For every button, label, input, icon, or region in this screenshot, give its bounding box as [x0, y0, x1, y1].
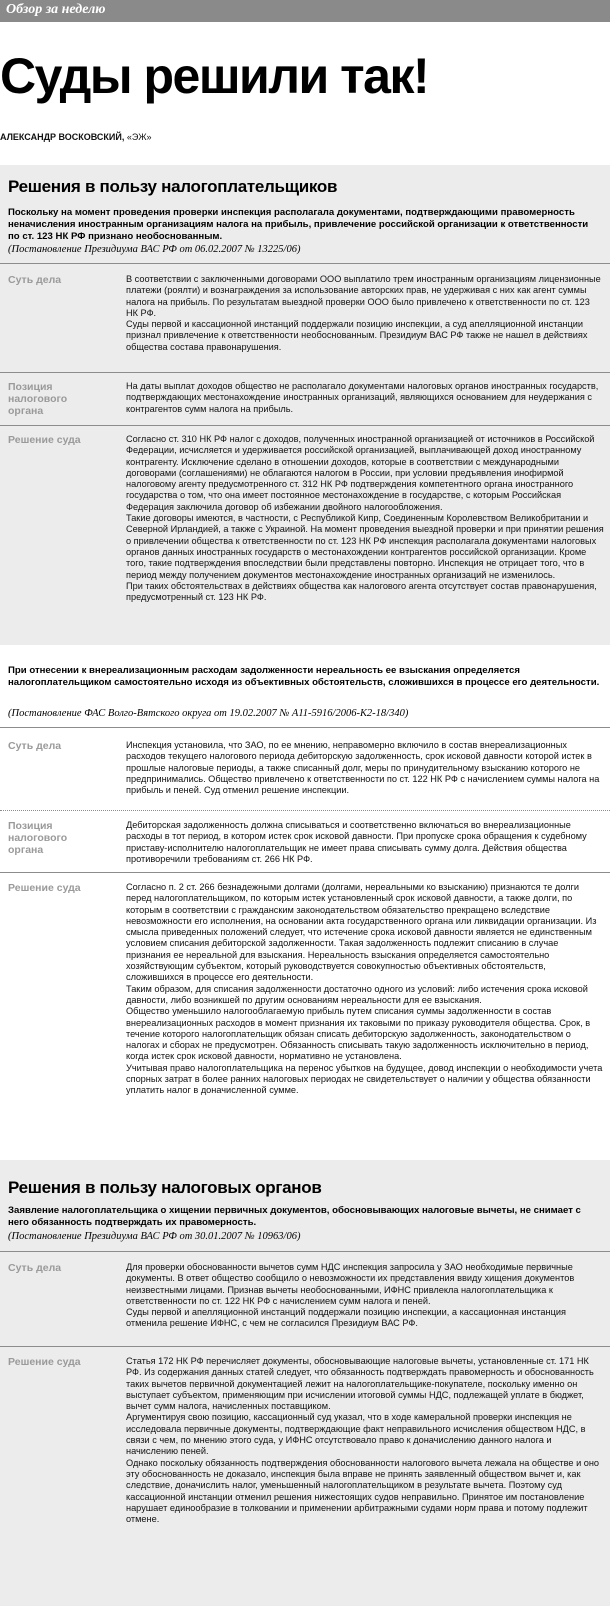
- paragraph: Дебиторская задолженность должна списываться и соответственно включаться во внереализационные расходы в тот период, в котором истек срок исковой давности. При пропуске срока обращения к судебному приставу-исполнителю налогоплательщик не имеет права списывать сумму долга. Действия общества противоречили требованиям ст. 266 НК РФ.: [126, 820, 587, 864]
- case-3-row-1-label: Суть дела: [8, 1262, 62, 1274]
- case-3-heading: Заявление налогоплательщика о хищении первичных документов, обосновывающих налоговые вычеты, не снимает с него обязанность подтверждать их правомерность.: [8, 1205, 581, 1228]
- divider: [0, 810, 610, 811]
- paragraph: Аргументируя свою позицию, кассационный суд указал, что в ходе камеральной проверки инспекция не исследовала первичные документы, подтверждающие факт неправильного исчисления обществом НДС, в связи с чем, по мнению этого суда, у ИФНС отсутствовало право к доначислению данного налога и начислению пеней.: [126, 1412, 586, 1457]
- case-3-reference: (Постановление Президиума ВАС РФ от 30.01.2007 № 10963/06): [8, 1231, 301, 1242]
- case-2-row-2-label: Позиция налогового органа: [8, 820, 68, 856]
- paragraph: Согласно п. 2 ст. 266 безнадежными долгами (долгами, нереальными ко взысканию) признаются те долги перед налогоплательщиком, по которым истек установленный срок исковой давности, а также долги, по которым в соответствии с гражданским законодательством обязательство прекращено вследствие невозможности его исполнения, на основании акта государственного органа или ликвидации организации. Из смысла приведенных положений следует, что истечение срока исковой давности является не единственным условием списания дебиторской задолженности. Такая задолженность подлежит списанию в случае признания ее нереальной для взыскания. Нереальность взыскания определяется самостоятельно хозяйствующим субъектом, который руководствуется совокупностью объективных обстоятельств, сложившихся в процессе его деятельности.: [126, 882, 597, 983]
- divider: [0, 727, 610, 728]
- section-label: Обзор за неделю: [6, 2, 106, 17]
- divider: [0, 372, 610, 373]
- case-3-row-1-text: [126, 1262, 604, 1330]
- paragraph: Суды первой и кассационной инстанций поддержали позицию инспекции, а суд апелляционной инстанции признал привлечение к ответственности необоснованным. Президиум ВАС РФ также не нашел в действиях общества состава правонарушения.: [126, 319, 588, 352]
- case-2-row-1-label: Суть дела: [8, 740, 62, 752]
- section-1-title: Решения в пользу налогоплательщиков: [8, 177, 338, 196]
- paragraph: Такие договоры имеются, в частности, с Республикой Кипр, Соединенным Королевством Великобритании и Северной Ирландией, а также с Украиной. На момент проведения выездной проверки и при принятии решения о привлечении общества к ответственности по ст. 123 НК РФ инспекция располагала документами налоговых органов данных иностранных государств о местонахождении контрагентов российской организации. Кроме того, такие подтверждения впоследствии были представлены повторно. Инспекция не отрицает того, что в период между получением документов местонахождение иностранных организаций не изменилось.: [126, 513, 604, 580]
- paragraph: В соответствии с заключенными договорами ООО выплатило трем иностранным организациям лицензионные платежи (роялти) и вознаграждения за использование авторских прав, не удерживая с них как агент суммы налога на прибыль. По результатам выездной проверки ООО было привлечено к ответственности по ст. 123 НК РФ.: [126, 274, 601, 318]
- case-1-row-3-text: [126, 434, 604, 603]
- paragraph: Инспекция установила, что ЗАО, по ее мнению, неправомерно включило в состав внереализационных расходов текущего налогового периода дебиторскую задолженность, срок исковой давности которой истек в прошлые налоговые периоды, а также списанный долг, меры по принудительному взысканию которого не предпринимались. Общество привлечено к ответственности по ст. 122 НК РФ с начислением суммы налога на прибыль и пеней. Суд отменил решение инспекции.: [126, 740, 600, 796]
- paragraph: Статья 172 НК РФ перечисляет документы, обосновывающие налоговые вычеты, установленные ст. 171 НК РФ. Из содержания данных статей следует, что обязанность подтверждать правомерность и обоснованность таких вычетов первичной документацией лежит на налогоплательщике-покупателе, поскольку именно он выступает субъектом, применяющим при исчислении итоговой суммы НДС, подлежащей уплате в бюджет, вычет сумм налога, начисленных поставщиком.: [126, 1356, 594, 1412]
- author-line: [0, 132, 152, 142]
- paragraph: Однако поскольку обязанность подтверждения обоснованности налогового вычета лежала на обществе и оно эту обоснованность не доказало, инспекция была вправе не принять заявленный обществом вычет и, как следствие, доначислить налог, уменьшенный налогоплательщиком в результате вычета. Поэтому суд кассационной инстанции отменил решения нижестоящих судов неправильно. Принятое им постановление нарушает единообразие в толковании и применении арбитражными судами норм права и потому подлежит отмене.: [126, 1457, 600, 1525]
- paragraph: Согласно ст. 310 НК РФ налог с доходов, полученных иностранной организацией от источников в Российской Федерации, исчисляется и удерживается российской организацией, выплачивающей доход иностранному контрагенту. Исключение сделано в отношении доходов, которые в соответствии с международными договорами (соглашениями) не облагаются налогом в России, при условии предъявления инофирмой налоговому агенту предусмотренного ст. 312 НК РФ подтверждения компетентного органа иностранного государства о том, что она имеет постоянное местонахождение в государстве, с которым Российская Федерация заключила договор об избежании двойного налогообложения.: [126, 434, 595, 512]
- paragraph: Таким образом, для списания задолженности достаточно одного из условий: либо истечения срока исковой давности, либо возникшей по другим основаниям нереальности для ее взыскания.: [126, 983, 588, 1005]
- author-name: АЛЕКСАНДР ВОСКОВСКИЙ,: [0, 132, 125, 142]
- paragraph: Суды первой и апелляционной инстанций поддержали позицию инспекции, а кассационная инстанция отменила решение ИФНС, с чем не согласился Президиум ВАС РФ.: [126, 1307, 566, 1329]
- divider: [0, 425, 610, 426]
- case-1-reference: (Постановление Президиума ВАС РФ от 06.02.2007 № 13225/06): [8, 244, 301, 255]
- paragraph: Учитывая право налогоплательщика на перенос убытков на будущее, довод инспекции о необходимости учета спорных затрат в более ранних налоговых периодах не свидетельствует о наличии у общества обязанности уплатить налог в доначисленной сумме.: [126, 1062, 603, 1096]
- case-1-row-2-label: Позиция налогового органа: [8, 381, 68, 417]
- case-1-row-1-label: Суть дела: [8, 274, 62, 286]
- case-2-row-1-text: [126, 740, 604, 796]
- case-2-row-3-text: [126, 882, 604, 1097]
- author-publication: «ЭЖ»: [126, 132, 152, 142]
- case-2-heading: При отнесении к внереализационным расходам задолженности нереальность ее взыскания определяется налогоплательщиком самостоятельно исходя из объективных обстоятельств, сложившихся в процессе его деятельности.: [8, 665, 600, 688]
- paragraph: На даты выплат доходов общество не располагало документами налоговых органов иностранных государств, подтверждающих местонахождение иностранных организаций, являющихся основанием для неудержания с контрагентов сумм налога на прибыль.: [126, 381, 599, 414]
- case-3-row-2-label: Решение суда: [8, 1356, 81, 1368]
- paragraph: При таких обстоятельствах в действиях общества как налогового агента отсутствует состав правонарушения, предусмотренный ст. 123 НК РФ.: [126, 580, 597, 603]
- section-2-title: Решения в пользу налоговых органов: [8, 1178, 322, 1197]
- case-1-row-1-text: [126, 274, 604, 353]
- divider: [0, 872, 610, 873]
- paragraph: Для проверки обоснованности вычетов сумм НДС инспекция запросила у ЗАО необходимые первичные документы. В ответ общество сообщило о невозможности их представления ввиду хищения документов неизвестными лицами. Признав вычеты необоснованными, ИФНС привлекла налогоплательщика к ответственности по ст. 122 НК РФ с начислением сумм налога и пеней.: [126, 1262, 575, 1306]
- case-1-row-3-label: Решение суда: [8, 434, 81, 446]
- case-1-row-2-text: [126, 381, 604, 415]
- page-title: Суды решили так!: [0, 48, 429, 104]
- section-label-bar: [0, 0, 610, 22]
- case-2-reference: (Постановление ФАС Волго-Вятского округа от 19.02.2007 № А11-5916/2006-К2-18/340): [8, 708, 409, 719]
- divider: [0, 1251, 610, 1252]
- divider: [0, 263, 610, 264]
- case-3-row-2-text: [126, 1356, 604, 1525]
- case-1-heading: Поскольку на момент проведения проверки инспекция располагала документами, подтверждающими правомерность неначисления иностранным организациям налога на прибыль, привлечение российской организации к ответственности по ст. 123 НК РФ признано необоснованным.: [8, 207, 589, 242]
- paragraph: Общество уменьшило налогооблагаемую прибыль путем списания суммы задолженности в состав внереализационных расходов в момент признания их таковыми по приказу руководителя общества. Срок, в течение которого налогоплательщик обязан списать дебиторскую задолженность, законодательством о налогах и сборах не предусмотрен. Обязанность списывать такую задолженность исключительно в период, когда истек срок исковой давности, нормативно не установлена.: [126, 1006, 591, 1062]
- divider: [0, 1346, 610, 1347]
- case-2-row-2-text: [126, 820, 604, 865]
- case-2-row-3-label: Решение суда: [8, 882, 81, 894]
